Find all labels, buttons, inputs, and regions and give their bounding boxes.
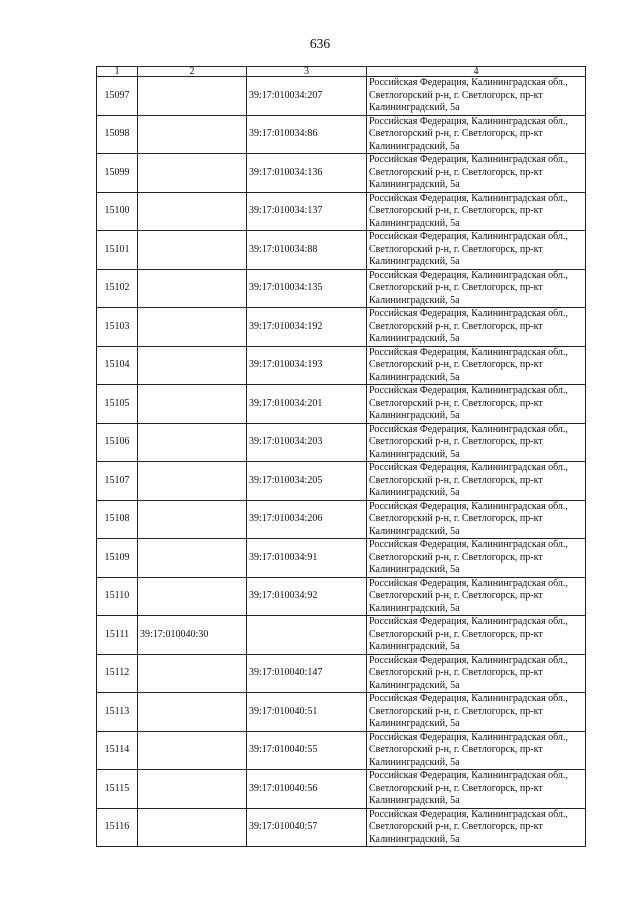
address: Российская Федерация, Калининградская обл., Светлогорский р-н, г. Светлогорск, пр-кт Калининградский, 5а [367, 77, 586, 116]
address: Российская Федерация, Калининградская обл., Светлогорский р-н, г. Светлогорск, пр-кт Калининградский, 5а [367, 385, 586, 424]
parcel-number [138, 577, 247, 616]
address: Российская Федерация, Калининградская обл., Светлогорский р-н, г. Светлогорск, пр-кт Калининградский, 5а [367, 770, 586, 809]
table-row [97, 346, 586, 385]
object-cadastral-number: 39:17:010040:55 [247, 731, 367, 770]
table-row [97, 269, 586, 308]
row-number: 15114 [97, 731, 138, 770]
column-header-3: 3 [247, 67, 367, 77]
parcel-number [138, 77, 247, 116]
table-row [97, 308, 586, 347]
row-number: 15101 [97, 231, 138, 270]
address: Российская Федерация, Калининградская обл., Светлогорский р-н, г. Светлогорск, пр-кт Калининградский, 5а [367, 423, 586, 462]
object-cadastral-number: 39:17:010034:137 [247, 192, 367, 231]
table-row [97, 154, 586, 193]
address: Российская Федерация, Калининградская обл., Светлогорский р-н, г. Светлогорск, пр-кт Калининградский, 5а [367, 693, 586, 732]
address: Российская Федерация, Калининградская обл., Светлогорский р-н, г. Светлогорск, пр-кт Калининградский, 5а [367, 654, 586, 693]
address: Российская Федерация, Калининградская обл., Светлогорский р-н, г. Светлогорск, пр-кт Калининградский, 5а [367, 154, 586, 193]
parcel-number [138, 693, 247, 732]
table-row [97, 115, 586, 154]
table-row [97, 462, 586, 501]
row-number: 15104 [97, 346, 138, 385]
row-number: 15106 [97, 423, 138, 462]
row-number: 15097 [97, 77, 138, 116]
table-row [97, 654, 586, 693]
column-header-1: 1 [97, 67, 138, 77]
row-number: 15116 [97, 808, 138, 847]
object-cadastral-number: 39:17:010034:201 [247, 385, 367, 424]
table-row [97, 192, 586, 231]
row-number: 15099 [97, 154, 138, 193]
row-number: 15111 [97, 616, 138, 655]
page-number: 636 [309, 36, 331, 51]
object-cadastral-number: 39:17:010034:92 [247, 577, 367, 616]
column-header-4: 4 [367, 67, 586, 77]
address: Российская Федерация, Калининградская обл., Светлогорский р-н, г. Светлогорск, пр-кт Калининградский, 5а [367, 115, 586, 154]
address: Российская Федерация, Калининградская обл., Светлогорский р-н, г. Светлогорск, пр-кт Калининградский, 5а [367, 577, 586, 616]
row-number: 15108 [97, 500, 138, 539]
parcel-number [138, 231, 247, 270]
object-cadastral-number: 39:17:010034:192 [247, 308, 367, 347]
object-cadastral-number: 39:17:010034:135 [247, 269, 367, 308]
table-row [97, 231, 586, 270]
row-number: 15103 [97, 308, 138, 347]
parcel-number [138, 539, 247, 578]
object-cadastral-number: 39:17:010034:205 [247, 462, 367, 501]
table-row [97, 808, 586, 847]
parcel-number [138, 308, 247, 347]
parcel-number [138, 500, 247, 539]
address: Российская Федерация, Калининградская обл., Светлогорский р-н, г. Светлогорск, пр-кт Калининградский, 5а [367, 808, 586, 847]
object-cadastral-number: 39:17:010034:193 [247, 346, 367, 385]
parcel-number [138, 154, 247, 193]
object-cadastral-number: 39:17:010040:51 [247, 693, 367, 732]
address: Российская Федерация, Калининградская обл., Светлогорский р-н, г. Светлогорск, пр-кт Калининградский, 5а [367, 731, 586, 770]
object-cadastral-number: 39:17:010034:88 [247, 231, 367, 270]
parcel-number [138, 346, 247, 385]
table-row [97, 500, 586, 539]
object-cadastral-number: 39:17:010040:147 [247, 654, 367, 693]
parcel-number [138, 654, 247, 693]
column-header-2: 2 [138, 67, 247, 77]
parcel-number [138, 770, 247, 809]
parcel-number [138, 808, 247, 847]
parcel-number [138, 115, 247, 154]
object-cadastral-number: 39:17:010034:86 [247, 115, 367, 154]
row-number: 15105 [97, 385, 138, 424]
row-number: 15102 [97, 269, 138, 308]
row-number: 15100 [97, 192, 138, 231]
parcel-number: 39:17:010040:30 [138, 616, 247, 655]
table-row [97, 577, 586, 616]
object-cadastral-number: 39:17:010034:203 [247, 423, 367, 462]
row-number: 15110 [97, 577, 138, 616]
address: Российская Федерация, Калининградская обл., Светлогорский р-н, г. Светлогорск, пр-кт Калининградский, 5а [367, 192, 586, 231]
row-number: 15113 [97, 693, 138, 732]
address: Российская Федерация, Калининградская обл., Светлогорский р-н, г. Светлогорск, пр-кт Калининградский, 5а [367, 462, 586, 501]
parcel-number [138, 192, 247, 231]
address: Российская Федерация, Калининградская обл., Светлогорский р-н, г. Светлогорск, пр-кт Калининградский, 5а [367, 500, 586, 539]
table-row [97, 539, 586, 578]
parcel-number [138, 462, 247, 501]
row-number: 15115 [97, 770, 138, 809]
row-number: 15112 [97, 654, 138, 693]
table-row [97, 770, 586, 809]
object-cadastral-number: 39:17:010034:136 [247, 154, 367, 193]
object-cadastral-number: 39:17:010034:91 [247, 539, 367, 578]
table-row [97, 616, 586, 655]
parcel-number [138, 423, 247, 462]
object-cadastral-number: 39:17:010040:56 [247, 770, 367, 809]
table-row [97, 385, 586, 424]
address: Российская Федерация, Калининградская обл., Светлогорский р-н, г. Светлогорск, пр-кт Калининградский, 5а [367, 231, 586, 270]
object-cadastral-number: 39:17:010034:207 [247, 77, 367, 116]
address: Российская Федерация, Калининградская обл., Светлогорский р-н, г. Светлогорск, пр-кт Калининградский, 5а [367, 308, 586, 347]
address: Российская Федерация, Калининградская обл., Светлогорский р-н, г. Светлогорск, пр-кт Калининградский, 5а [367, 269, 586, 308]
table-row [97, 77, 586, 116]
parcel-number [138, 731, 247, 770]
table-row [97, 693, 586, 732]
register-table [96, 66, 586, 847]
header-row [97, 67, 586, 77]
parcel-number [138, 269, 247, 308]
object-cadastral-number: 39:17:010040:57 [247, 808, 367, 847]
row-number: 15107 [97, 462, 138, 501]
table-row [97, 731, 586, 770]
address: Российская Федерация, Калининградская обл., Светлогорский р-н, г. Светлогорск, пр-кт Калининградский, 5а [367, 346, 586, 385]
object-cadastral-number [247, 616, 367, 655]
object-cadastral-number: 39:17:010034:206 [247, 500, 367, 539]
address: Российская Федерация, Калининградская обл., Светлогорский р-н, г. Светлогорск, пр-кт Калининградский, 5а [367, 616, 586, 655]
parcel-number [138, 385, 247, 424]
table-body [97, 77, 586, 847]
row-number: 15109 [97, 539, 138, 578]
address: Российская Федерация, Калининградская обл., Светлогорский р-н, г. Светлогорск, пр-кт Калининградский, 5а [367, 539, 586, 578]
row-number: 15098 [97, 115, 138, 154]
table-row [97, 423, 586, 462]
